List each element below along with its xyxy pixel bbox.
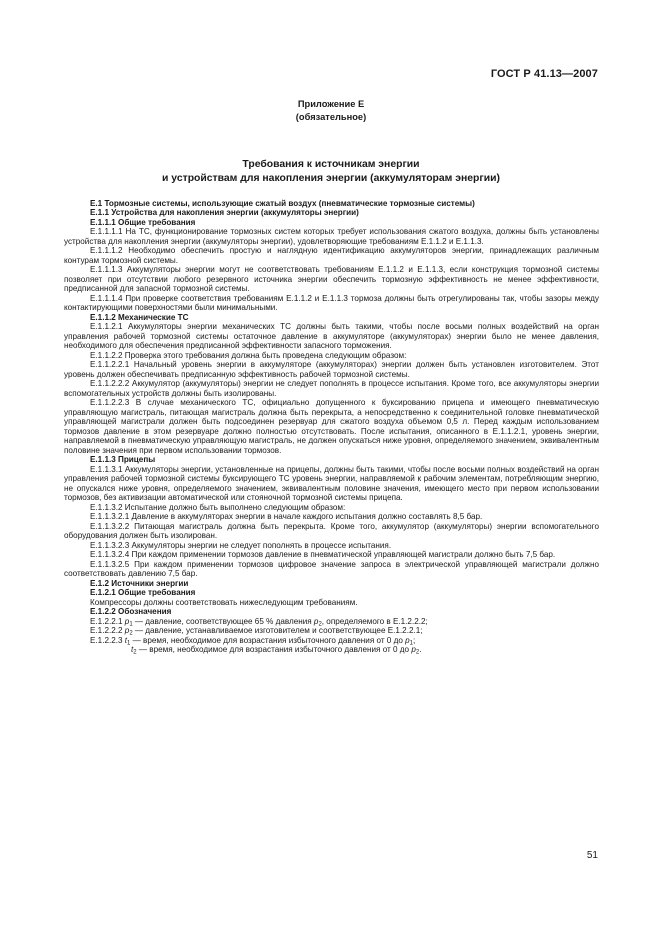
section-heading: Е.1.2.2 Обозначения	[90, 607, 172, 616]
paragraph: Е.1.1.1.4 При проверке соответствия требованиям Е.1.1.2 и Е.1.1.3 тормоза должны быть отрегулированы так, чтобы зазоры между контактирующими поверхностями были минимальными.	[64, 293, 599, 312]
standard-designation: ГОСТ Р 41.13—2007	[490, 68, 598, 80]
paragraph: Е.1.1.2.2.2 Аккумулятор (аккумуляторы) энергии не следует пополнять в процессе испытания. Кроме того, все аккумуляторы энергии вспомогательных устройств должны быть изолированы.	[64, 379, 599, 398]
appendix-heading	[0, 98, 662, 123]
symbol-definition-p1: Е.1.2.2.1 $p_1$ — давление, соответствующее 65 % давления $p_2$, определяемого в Е.1.2.2.2;	[90, 616, 428, 627]
body-text	[64, 199, 599, 655]
appendix-label: Приложение Е	[297, 99, 365, 109]
paragraph: Е.1.1.2.2.3 В случае механического ТС, официально допущенного к буксированию прицепа и имеющего пневматическую управляющую магистраль, питающая магистраль должна быть перекрыта, а непосредственно к соединительной головке пневматической управляющей магистрали должен быть подсоединен резервуар для сжатого воздуха объемом 0,5 л. Перед каждым использованием тормозов давление в этом резервуаре должно полностью отсутствовать. После испытания, описанного в Е.1.1.2.1, уровень энергии, направляемой в пневматическую управляющую магистраль, не должен опускаться ниже уровня, определяемого значением, эквивалентным половине значения при первом использовании тормозов.	[64, 398, 599, 455]
paragraph: Е.1.1.3.2.3 Аккумуляторы энергии не следует пополнять в процессе испытания.	[90, 540, 392, 550]
section-heading: Е.1.1.3 Прицепы	[90, 455, 156, 464]
paragraph: Е.1.1.3.2.4 При каждом применении тормозов давление в пневматической управляющей магистрали должно быть 7,5 бар.	[90, 550, 556, 559]
section-heading: Е.1.1.1 Общие требования	[90, 217, 196, 227]
paragraph: Е.1.1.3.1 Аккумуляторы энергии, установленные на прицепы, должны быть такими, чтобы после восьми полных воздействий на орган управления рабочей тормозной системы буксирующего ТС уровень энергии, направляемой к рабочим элементам, потребляющим энергию, не опускался ниже уровня, определяемого значением, эквивалентным половине значения, имеющего место при первом использовании тормозов, без активизации автоматической или стояночной тормозной системы прицепа.	[64, 464, 599, 502]
paragraph: Е.1.1.3.2.2 Питающая магистраль должна быть перекрыта. Кроме того, аккумулятор (аккумуляторы) энергии вспомогательного оборудования должен быть изолирован.	[64, 521, 599, 540]
appendix-title	[0, 158, 662, 186]
section-heading: Е.1 Тормозные системы, использующие сжатый воздух (пневматические тормозные системы)	[90, 198, 475, 208]
symbol-definition-p2: Е.1.2.2.2 $p_2$ — давление, устанавливаемое изготовителем и соответствующее Е.1.2.2.1;	[90, 626, 423, 637]
title-line-2: и устройствам для накопления энергии (аккумуляторам энергии)	[162, 173, 500, 184]
section-heading: Е.1.1 Устройства для накопления энергии (аккумуляторы энергии)	[90, 208, 359, 217]
section-heading: Е.1.2 Источники энергии	[90, 578, 189, 588]
paragraph: Е.1.1.2.2 Проверка этого требования должна быть проведена следующим образом:	[90, 350, 407, 360]
paragraph: Е.1.1.2.2.1 Начальный уровень энергии в аккумуляторе (аккумуляторах) энергии должен быть установлен изготовителем. Этот уровень должен обеспечивать предписанную эффективность рабочей тормозной системы.	[64, 360, 599, 379]
paragraph: Е.1.1.1.1 На ТС, функционирование тормозных систем которых требует использования сжатого воздуха, должны быть установлены устройства для накопления энергии (аккумуляторы энергии), удовлетворяющие требованиям Е.1.1.2 и Е.1.1.3.	[64, 227, 599, 246]
paragraph: Е.1.1.2.1 Аккумуляторы энергии механических ТС должны быть такими, чтобы после восьми полных воздействий на орган управления рабочей тормозной системы остаточное давление в аккумуляторе (аккумуляторах) энергии было не менее давления, необходимого для обеспечения предписанной эффективности запасного торможения.	[64, 322, 599, 350]
paragraph: Е.1.1.3.2 Испытание должно быть выполнено следующим образом:	[90, 502, 346, 512]
paragraph: Компрессоры должны соответствовать нижеследующим требованиям.	[90, 597, 358, 607]
title-line-1: Требования к источникам энергии	[242, 159, 420, 170]
paragraph: Е.1.1.3.2.1 Давление в аккумуляторах энергии в начале каждого испытания должно составлять 8,5 бар.	[90, 512, 483, 521]
symbol-definition-t1: Е.1.2.2.3 $t_1$ — время, необходимое для возрастания избыточного давления от 0 до $p_1$;	[90, 635, 416, 646]
page-number: 51	[586, 850, 598, 861]
section-heading: Е.1.1.2 Механические ТС	[90, 312, 189, 322]
paragraph: Е.1.1.3.2.5 При каждом применении тормозов цифровое значение запроса в электрической управляющей магистрали должно соответствовать давлению 7,5 бар.	[64, 559, 599, 578]
appendix-status: (обязательное)	[295, 111, 367, 122]
paragraph: Е.1.1.1.3 Аккумуляторы энергии могут не соответствовать требованиям Е.1.1.2 и Е.1.1.3, если конструкция тормозной системы позволяет при отсутствии любого резервного источника энергии обеспечить тормозную эффективность не менее эффективности, предписанной для запасной тормозной системы.	[64, 265, 599, 293]
symbol-definition-t2: $t_2$ — время, необходимое для возрастания избыточного давления от 0 до $p_2$.	[131, 645, 422, 656]
paragraph: Е.1.1.1.2 Необходимо обеспечить простую и наглядную идентификацию аккумуляторов энергии, принадлежащих различным контурам тормозной системы.	[64, 246, 599, 265]
section-heading: Е.1.2.1 Общие требования	[90, 588, 196, 597]
